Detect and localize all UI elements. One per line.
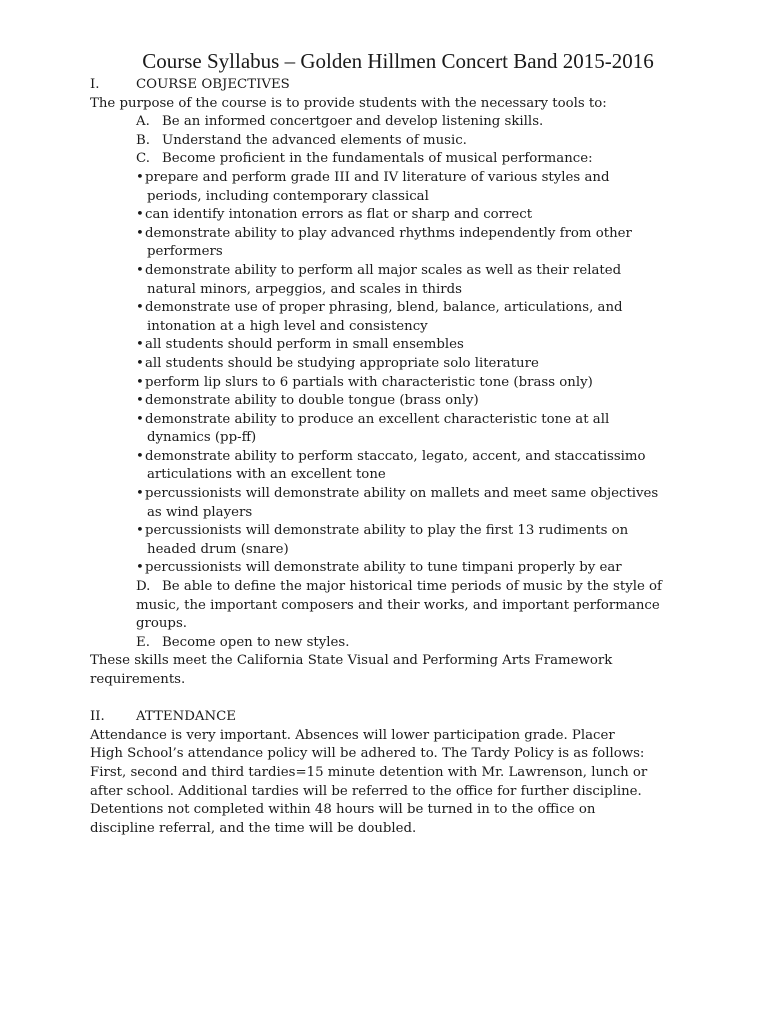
bullet-item	[136, 225, 688, 262]
attendance-line: after school. Additional tardies will be referred to the office for further discipline.	[90, 783, 642, 799]
item-letter: A.	[136, 114, 150, 130]
attendance-line: discipline referral, and the time will be doubled.	[90, 820, 417, 836]
bullet-item	[136, 206, 688, 225]
item-text: Become open to new styles.	[162, 634, 350, 650]
bullet-text: percussionists will demonstrate ability on mallets and meet same objectives	[145, 486, 659, 502]
section-number: II.	[90, 709, 105, 725]
bullet-item	[136, 169, 688, 206]
attendance-line: High School’s attendance policy will be adhered to. The Tardy Policy is as follows:	[90, 746, 645, 762]
bullet-list	[90, 169, 688, 578]
bullet-icon: •	[136, 300, 144, 316]
item-text: Become proficient in the fundamentals of musical performance:	[162, 151, 593, 167]
bullet-text-continued: periods, including contemporary classical	[147, 188, 429, 204]
bullet-icon: •	[136, 448, 144, 464]
item-text-continued: groups.	[136, 616, 187, 632]
bullet-icon: •	[136, 355, 144, 371]
bullet-item	[136, 392, 688, 411]
bullet-item	[136, 485, 688, 522]
objective-item-b	[90, 132, 688, 151]
section-title: ATTENDANCE	[136, 709, 236, 725]
bullet-icon: •	[136, 262, 144, 278]
bullet-text: demonstrate ability to perform staccato, legato, accent, and staccatissimo	[145, 448, 646, 464]
bullet-text: can identify intonation errors as flat or sharp and correct	[145, 207, 533, 223]
bullet-text: demonstrate ability to perform all major scales as well as their related	[145, 262, 622, 278]
bullet-icon: •	[136, 169, 144, 185]
bullet-icon: •	[136, 225, 144, 241]
bullet-text-continued: headed drum (snare)	[147, 541, 289, 557]
bullet-text: demonstrate ability to play advanced rhythms independently from other	[145, 225, 632, 241]
bullet-text: all students should perform in small ensembles	[145, 337, 464, 353]
bullet-text: perform lip slurs to 6 partials with characteristic tone (brass only)	[145, 374, 593, 390]
bullet-text-continued: articulations with an excellent tone	[147, 467, 386, 483]
attendance-line: First, second and third tardies=15 minute detention with Mr. Lawrenson, lunch or	[90, 764, 648, 780]
item-letter: B.	[136, 132, 150, 148]
bullet-icon: •	[136, 337, 144, 353]
bullet-text-continued: as wind players	[147, 504, 253, 520]
objectives-intro: The purpose of the course is to provide students with the necessary tools to:	[90, 95, 607, 111]
attendance-line: Detentions not completed within 48 hours will be turned in to the office on	[90, 802, 596, 818]
bullet-text: prepare and perform grade III and IV literature of various styles and	[145, 169, 610, 185]
bullet-item	[136, 336, 688, 355]
item-letter: E.	[136, 634, 150, 650]
bullet-item	[136, 262, 688, 299]
bullet-item	[136, 411, 688, 448]
bullet-text: demonstrate ability to produce an excellent characteristic tone at all	[145, 411, 610, 427]
item-text: Understand the advanced elements of music.	[162, 132, 467, 148]
bullet-text-continued: natural minors, arpeggios, and scales in thirds	[147, 281, 462, 297]
bullet-text: demonstrate ability to double tongue (brass only)	[145, 393, 479, 409]
bullet-icon: •	[136, 411, 144, 427]
item-text: Be able to define the major historical time periods of music by the style of	[162, 579, 662, 595]
bullet-item	[136, 448, 688, 485]
item-text: Be an informed concertgoer and develop listening skills.	[162, 114, 544, 130]
section-heading-objectives	[90, 76, 688, 95]
bullet-icon: •	[136, 393, 144, 409]
paragraph-spacer	[90, 690, 688, 709]
section-heading-attendance	[90, 708, 688, 727]
item-letter: D.	[136, 579, 151, 595]
section-number: I.	[90, 77, 100, 92]
bullet-icon: •	[136, 207, 144, 223]
bullet-item	[136, 374, 688, 393]
objective-item-a	[90, 113, 688, 132]
bullet-text: percussionists will demonstrate ability to play the first 13 rudiments on	[145, 523, 629, 539]
bullet-icon: •	[136, 560, 144, 576]
bullet-text-continued: performers	[147, 244, 223, 260]
bullet-item	[136, 559, 688, 578]
bullet-text: percussionists will demonstrate ability to tune timpani properly by ear	[145, 560, 622, 576]
attendance-line: Attendance is very important. Absences will lower participation grade. Placer	[90, 727, 615, 743]
item-text-continued: music, the important composers and their works, and important performance	[136, 597, 660, 613]
bullet-text: demonstrate use of proper phrasing, blend, balance, articulations, and	[145, 300, 623, 316]
objective-item-c	[90, 150, 688, 169]
bullet-text-continued: dynamics (pp-ff)	[147, 430, 257, 446]
page-title: Course Syllabus – Golden Hillmen Concert Band 2015-2016	[142, 49, 654, 73]
bullet-text-continued: intonation at a high level and consistency	[147, 318, 428, 334]
objective-item-d	[90, 578, 688, 634]
framework-note-continued: requirements.	[90, 672, 186, 687]
bullet-item	[136, 299, 688, 336]
bullet-icon: •	[136, 374, 144, 390]
item-letter: C.	[136, 151, 150, 167]
attendance-paragraph	[90, 727, 688, 839]
bullet-item	[136, 522, 688, 559]
bullet-item	[136, 355, 688, 374]
bullet-icon: •	[136, 523, 144, 539]
bullet-icon: •	[136, 486, 144, 502]
objective-item-e	[90, 634, 688, 653]
bullet-text: all students should be studying appropriate solo literature	[145, 355, 539, 371]
framework-note: These skills meet the California State Visual and Performing Arts Framework	[90, 653, 613, 669]
section-title: COURSE OBJECTIVES	[136, 77, 290, 92]
